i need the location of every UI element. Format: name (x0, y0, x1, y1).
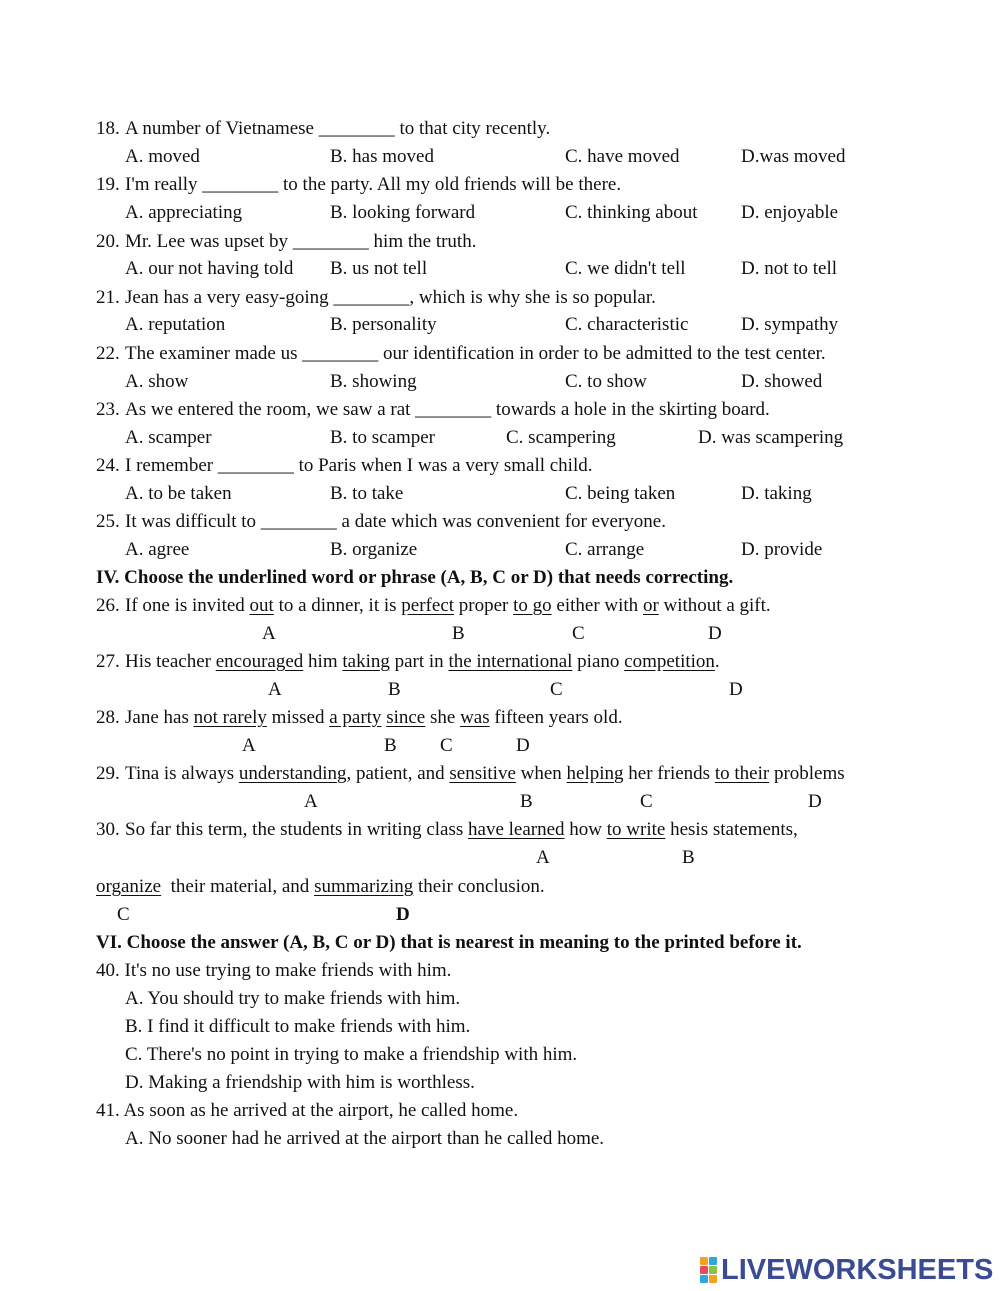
option-c[interactable]: C. thinking about (565, 202, 698, 223)
text-segment: problems (769, 763, 845, 784)
question-number: 21. (96, 287, 120, 308)
liveworksheets-logo[interactable] (700, 1253, 993, 1287)
text-segment: either with (551, 595, 643, 616)
underlined-d[interactable]: or (642, 595, 659, 616)
label-b: B (682, 847, 695, 868)
option-b[interactable]: B. personality (330, 314, 437, 335)
label-d: D (516, 735, 530, 756)
underlined-c[interactable]: helping (566, 763, 624, 784)
text-segment: her friends (623, 763, 715, 784)
label-b: B (384, 735, 397, 756)
underlined-b[interactable]: a party (329, 707, 382, 728)
label-a: A (304, 791, 318, 812)
option-d[interactable]: D. Making a friendship with him is worthless. (125, 1072, 475, 1093)
text-segment: she (425, 707, 461, 728)
option-d[interactable]: D.was moved (741, 146, 846, 167)
option-c[interactable]: C. scampering (506, 427, 616, 448)
question-stem: As we entered the room, we saw a rat ________ towards a hole in the skirting board. (125, 399, 770, 420)
text-segment: fifteen years old. (489, 707, 623, 728)
question-number: 29. (96, 763, 120, 784)
option-b[interactable]: B. organize (330, 539, 418, 560)
underlined-d[interactable]: was (460, 707, 490, 728)
option-b[interactable]: B. us not tell (330, 258, 428, 279)
underlined-a[interactable]: encouraged (215, 651, 304, 672)
text-segment: their material, and (161, 876, 315, 897)
question-number: 26. (96, 595, 120, 616)
question-stem: The examiner made us ________ our identification in order to be admitted to the test center. (125, 343, 826, 364)
option-a[interactable]: A. agree (125, 539, 190, 560)
question-number: 23. (96, 399, 120, 420)
label-c: C (640, 791, 653, 812)
underlined-c[interactable]: organize (96, 876, 162, 897)
text-segment: him (303, 651, 343, 672)
option-d[interactable]: D. was scampering (698, 427, 844, 448)
option-b[interactable]: B. to take (330, 483, 404, 504)
label-c: C (117, 904, 130, 925)
label-d: D (396, 904, 410, 925)
option-c[interactable]: C. have moved (565, 146, 680, 167)
question-number: 30. (96, 819, 120, 840)
underlined-d[interactable]: summarizing (314, 876, 414, 897)
label-b: B (520, 791, 533, 812)
question-stem: 41. As soon as he arrived at the airport, he called home. (96, 1100, 519, 1121)
section-iv-heading: IV. Choose the underlined word or phrase (A, B, C or D) that needs correcting. (96, 567, 734, 588)
underlined-b[interactable]: sensitive (449, 763, 516, 784)
option-a[interactable]: A. appreciating (125, 202, 243, 223)
underlined-b[interactable]: taking (342, 651, 390, 672)
option-b[interactable]: B. has moved (330, 146, 434, 167)
text-segment: hesis statements, (665, 819, 798, 840)
text-segment: proper (454, 595, 514, 616)
label-a: A (268, 679, 282, 700)
text-segment: Tina is always (125, 763, 239, 784)
text-segment: their conclusion. (413, 876, 545, 897)
option-c[interactable]: C. being taken (565, 483, 676, 504)
text-segment: His teacher (125, 651, 216, 672)
option-b[interactable]: B. to scamper (330, 427, 436, 448)
label-d: D (729, 679, 743, 700)
text-segment: missed (266, 707, 330, 728)
underlined-d[interactable]: to their (714, 763, 770, 784)
underlined-c[interactable]: to go (513, 595, 552, 616)
option-d[interactable]: D. provide (741, 539, 823, 560)
question-number: 28. (96, 707, 120, 728)
text-segment: piano (572, 651, 625, 672)
question-number: 24. (96, 455, 120, 476)
label-c: C (440, 735, 453, 756)
question-stem: Jean has a very easy-going ________, which is why she is so popular. (125, 287, 656, 308)
label-a: A (242, 735, 256, 756)
underlined-a[interactable]: not rarely (193, 707, 267, 728)
option-b[interactable]: B. looking forward (330, 202, 476, 223)
question-sentence (125, 819, 798, 841)
label-b: B (388, 679, 401, 700)
option-d[interactable]: D. enjoyable (741, 202, 839, 223)
option-a[interactable]: A. to be taken (125, 483, 232, 504)
option-b[interactable]: B. showing (330, 371, 417, 392)
underlined-a[interactable]: understanding (238, 763, 347, 784)
label-c: C (550, 679, 563, 700)
option-d[interactable]: D. taking (741, 483, 812, 504)
question-number: 20. (96, 231, 120, 252)
question-number: 27. (96, 651, 120, 672)
text-segment: without a gift. (658, 595, 771, 616)
option-c[interactable]: C. arrange (565, 539, 645, 560)
option-d[interactable]: D. not to tell (741, 258, 838, 279)
text-segment: , patient, and (346, 763, 450, 784)
section-vi-heading: VI. Choose the answer (A, B, C or D) that is nearest in meaning to the printed before it. (96, 932, 802, 953)
option-a[interactable]: A. reputation (125, 314, 226, 335)
option-a[interactable]: A. moved (125, 146, 200, 167)
option-a[interactable]: A. our not having told (125, 258, 294, 279)
brand-name: LIVEWORKSHEETS (721, 1253, 994, 1286)
question-sentence (125, 707, 623, 729)
option-d[interactable]: D. showed (741, 371, 823, 392)
question-number: 19. (96, 174, 120, 195)
underlined-a[interactable]: have learned (468, 819, 565, 840)
question-stem: It was difficult to ________ a date which was convenient for everyone. (125, 511, 666, 532)
label-a: A (262, 623, 276, 644)
label-c: C (572, 623, 585, 644)
option-a[interactable]: A. scamper (125, 427, 212, 448)
text-segment: when (515, 763, 567, 784)
question-sentence (125, 763, 845, 785)
logo-blocks-icon (700, 1257, 717, 1283)
option-d[interactable]: D. sympathy (741, 314, 839, 335)
text-segment: Jane has (125, 707, 194, 728)
text-segment: to a dinner, it is (273, 595, 402, 616)
question-number: 22. (96, 343, 120, 364)
question-stem: I remember ________ to Paris when I was a very small child. (125, 455, 593, 476)
option-a[interactable]: A. No sooner had he arrived at the airport than he called home. (125, 1128, 605, 1149)
question-sentence (125, 651, 720, 673)
question-number: 18. (96, 118, 120, 139)
option-c[interactable]: C. to show (565, 371, 647, 392)
label-b: B (452, 623, 465, 644)
option-c[interactable]: C. There's no point in trying to make a friendship with him. (125, 1044, 578, 1065)
question-sentence-continued (96, 876, 545, 898)
question-stem: Mr. Lee was upset by ________ him the truth. (125, 231, 477, 252)
text-segment: how (564, 819, 607, 840)
option-c[interactable]: C. characteristic (565, 314, 689, 335)
option-a[interactable]: A. show (125, 371, 189, 392)
underlined-d[interactable]: competition (624, 651, 715, 672)
question-stem: A number of Vietnamese ________ to that city recently. (125, 118, 551, 139)
question-stem: 40. It's no use trying to make friends with him. (96, 960, 452, 981)
text-segment: . (714, 651, 720, 672)
underlined-c[interactable]: since (386, 707, 426, 728)
question-number: 25. (96, 511, 120, 532)
underlined-c[interactable]: the international (448, 651, 573, 672)
label-d: D (808, 791, 822, 812)
underlined-b[interactable]: perfect (401, 595, 455, 616)
text-segment: part in (389, 651, 449, 672)
option-a[interactable]: A. You should try to make friends with him. (125, 988, 461, 1009)
question-stem: I'm really ________ to the party. All my old friends will be there. (125, 174, 622, 195)
option-b[interactable]: B. I find it difficult to make friends with him. (125, 1016, 471, 1037)
option-c[interactable]: C. we didn't tell (565, 258, 686, 279)
text-segment: So far this term, the students in writing class (125, 819, 469, 840)
underlined-b[interactable]: to write (606, 819, 666, 840)
underlined-a[interactable]: out (249, 595, 274, 616)
label-d: D (708, 623, 722, 644)
question-sentence (125, 595, 771, 617)
label-a: A (536, 847, 550, 868)
text-segment: If one is invited (125, 595, 250, 616)
